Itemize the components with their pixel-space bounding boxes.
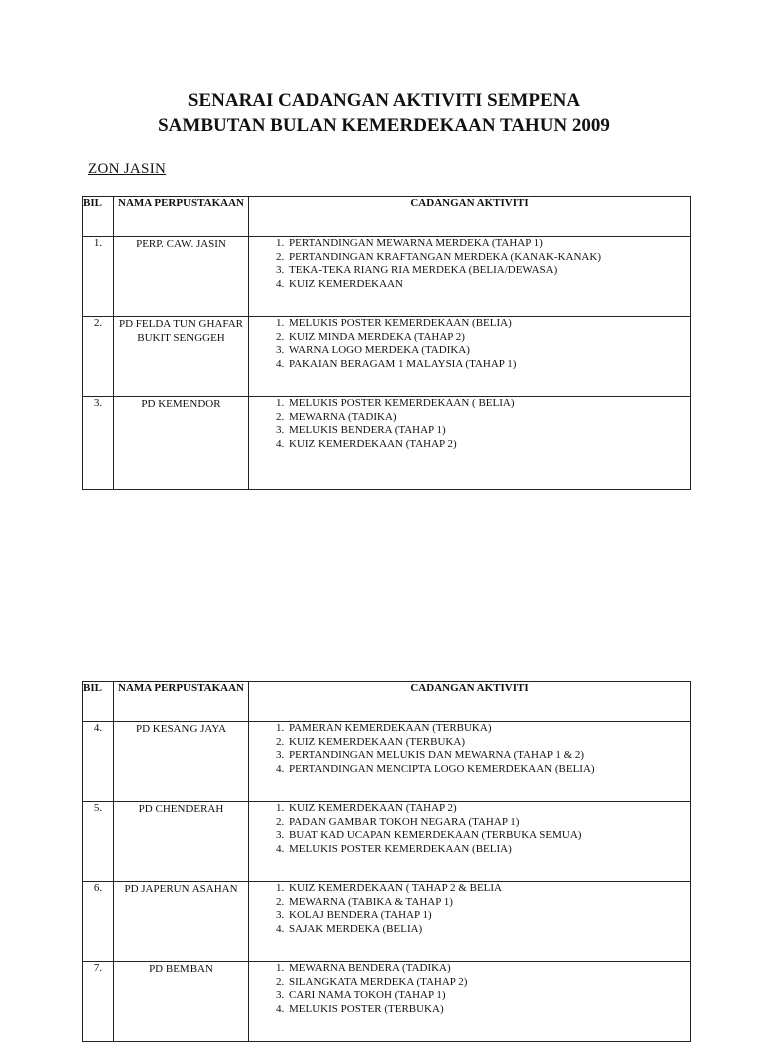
activity-item: 1. KUIZ KEMERDEKAAN ( TAHAP 2 & BELIA <box>287 882 690 896</box>
activity-item: 2. MEWARNA (TADIKA) <box>287 411 690 425</box>
header-bil: BIL <box>83 682 114 722</box>
activity-list <box>249 722 690 776</box>
activity-item: 4. SAJAK MERDEKA (BELIA) <box>287 923 690 937</box>
activities-table-1 <box>82 196 691 490</box>
activity-item: 4. MELUKIS POSTER KEMERDEKAAN (BELIA) <box>287 843 690 857</box>
activity-cell <box>249 237 691 317</box>
activity-item: 2. PERTANDINGAN KRAFTANGAN MERDEKA (KANAK-KANAK) <box>287 251 690 265</box>
row-number: 1. <box>83 237 114 317</box>
activity-item: 4. KUIZ KEMERDEKAAN (TAHAP 2) <box>287 438 690 452</box>
document-title <box>0 88 768 138</box>
library-name: PERP. CAW. JASIN <box>114 237 249 317</box>
activity-item: 1. KUIZ KEMERDEKAAN (TAHAP 2) <box>287 802 690 816</box>
activity-item: 2. KUIZ KEMERDEKAAN (TERBUKA) <box>287 736 690 750</box>
activity-item: 2. KUIZ MINDA MERDEKA (TAHAP 2) <box>287 331 690 345</box>
table-row <box>83 397 691 490</box>
library-name: PD BEMBAN <box>114 962 249 1042</box>
activity-item: 3. PERTANDINGAN MELUKIS DAN MEWARNA (TAHAP 1 & 2) <box>287 749 690 763</box>
header-nama-perpustakaan: NAMA PERPUSTAKAAN <box>114 682 249 722</box>
library-name: PD CHENDERAH <box>114 802 249 882</box>
activity-item: 4. PERTANDINGAN MENCIPTA LOGO KEMERDEKAAN (BELIA) <box>287 763 690 777</box>
table-row <box>83 962 691 1042</box>
activity-item: 4. MELUKIS POSTER (TERBUKA) <box>287 1003 690 1017</box>
activity-list <box>249 237 690 291</box>
activity-list <box>249 317 690 371</box>
library-name: PD JAPERUN ASAHAN <box>114 882 249 962</box>
activity-item: 3. WARNA LOGO MERDEKA (TADIKA) <box>287 344 690 358</box>
activity-item: 1. MELUKIS POSTER KEMERDEKAAN (BELIA) <box>287 317 690 331</box>
activity-item: 4. KUIZ KEMERDEKAAN <box>287 278 690 292</box>
activity-item: 3. KOLAJ BENDERA (TAHAP 1) <box>287 909 690 923</box>
title-line-1: SENARAI CADANGAN AKTIVITI SEMPENA <box>187 90 581 111</box>
activity-item: 1. PERTANDINGAN MEWARNA MERDEKA (TAHAP 1) <box>287 237 690 251</box>
activity-list <box>249 962 690 1016</box>
activity-item: 2. MEWARNA (TABIKA & TAHAP 1) <box>287 896 690 910</box>
activity-item: 2. PADAN GAMBAR TOKOH NEGARA (TAHAP 1) <box>287 816 690 830</box>
activity-list <box>249 882 690 936</box>
activity-list <box>249 802 690 856</box>
activity-cell <box>249 882 691 962</box>
activities-table-2 <box>82 681 691 1042</box>
activity-cell <box>249 802 691 882</box>
activity-item: 3. CARI NAMA TOKOH (TAHAP 1) <box>287 989 690 1003</box>
activity-item: 1. MEWARNA BENDERA (TADIKA) <box>287 962 690 976</box>
table-row <box>83 317 691 397</box>
row-number: 2. <box>83 317 114 397</box>
activity-cell <box>249 317 691 397</box>
activity-item: 1. PAMERAN KEMERDEKAAN (TERBUKA) <box>287 722 690 736</box>
activity-cell <box>249 397 691 490</box>
table-row <box>83 802 691 882</box>
activity-item: 2. SILANGKATA MERDEKA (TAHAP 2) <box>287 976 690 990</box>
library-name: PD FELDA TUN GHAFAR BUKIT SENGGEH <box>114 317 249 397</box>
table-row <box>83 722 691 802</box>
zone-heading: ZON JASIN <box>88 161 167 177</box>
header-nama-perpustakaan: NAMA PERPUSTAKAAN <box>114 197 249 237</box>
table-row <box>83 882 691 962</box>
header-bil: BIL <box>83 197 114 237</box>
activity-item: 3. MELUKIS BENDERA (TAHAP 1) <box>287 424 690 438</box>
activity-item: 3. TEKA-TEKA RIANG RIA MERDEKA (BELIA/DEWASA) <box>287 264 690 278</box>
header-cadangan-aktiviti: CADANGAN AKTIVITI <box>249 682 691 722</box>
library-name: PD KEMENDOR <box>114 397 249 490</box>
library-name: PD KESANG JAYA <box>114 722 249 802</box>
activity-item: 3. BUAT KAD UCAPAN KEMERDEKAAN (TERBUKA SEMUA) <box>287 829 690 843</box>
title-line-2: SAMBUTAN BULAN KEMERDEKAAN TAHUN 2009 <box>158 115 610 136</box>
row-number: 5. <box>83 802 114 882</box>
activity-list <box>249 397 690 451</box>
row-number: 7. <box>83 962 114 1042</box>
table-row <box>83 237 691 317</box>
header-cadangan-aktiviti: CADANGAN AKTIVITI <box>249 197 691 237</box>
activity-cell <box>249 722 691 802</box>
activity-item: 4. PAKAIAN BERAGAM 1 MALAYSIA (TAHAP 1) <box>287 358 690 372</box>
row-number: 6. <box>83 882 114 962</box>
activity-item: 1. MELUKIS POSTER KEMERDEKAAN ( BELIA) <box>287 397 690 411</box>
activity-cell <box>249 962 691 1042</box>
row-number: 4. <box>83 722 114 802</box>
row-number: 3. <box>83 397 114 490</box>
